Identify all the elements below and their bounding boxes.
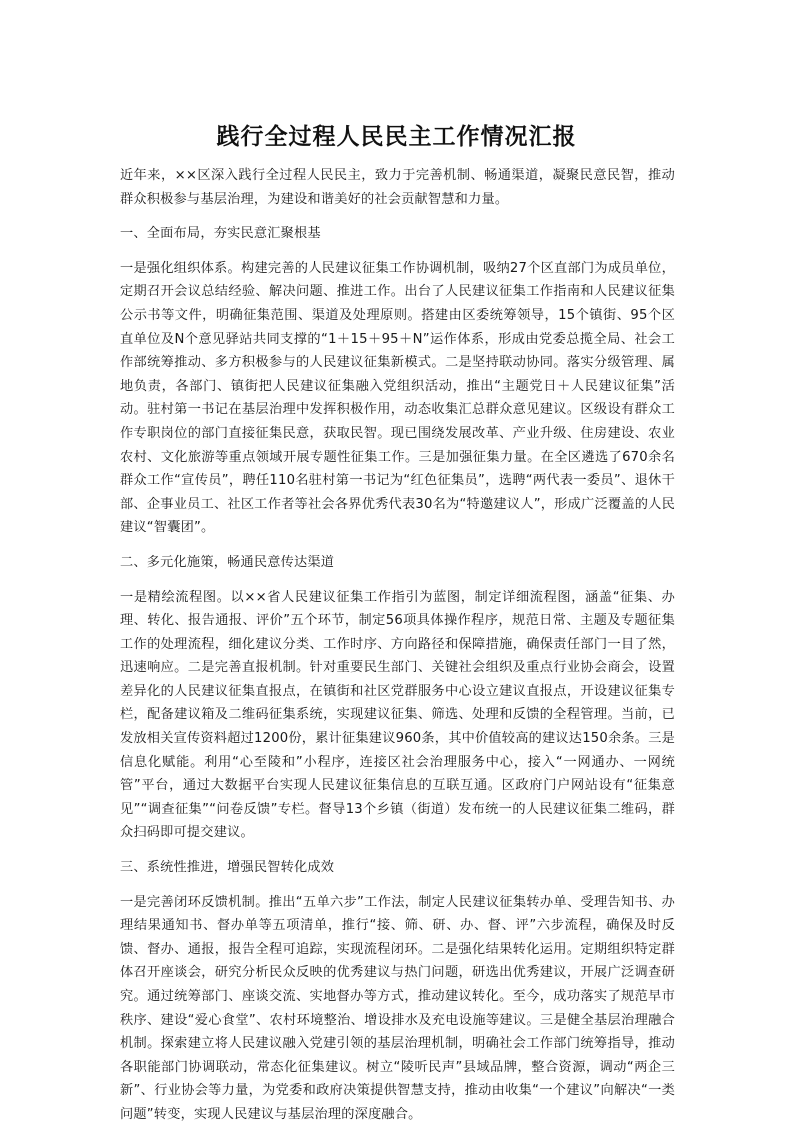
intro-paragraph: 近年来，××区深入践行全过程人民民主，致力于完善机制、畅通渠道，凝聚民意民智，推动群众积极参与基层治理，为建设和谐美好的社会贡献智慧和力量。 [120,168,675,207]
section-paragraph: 一是强化组织体系。构建完善的人民建议征集工作协调机制，吸纳27个区直部门为成员单位，定期召开会议总结经验、解决问题、推进工作。出台了人民建议征集工作指南和人民建议征集公示书等文件，明确征集范围、渠道及处理原则。搭建由区委统筹领导，15个镇街、95个区直单位及N个意见驿站共同支撑的“1＋15＋95＋N”运作体系，形成由党委总揽全局、社会工作部统筹推动、多方积极参与的人民建议征集新模式。二是坚持联动协同。落实分级管理、属地负责，各部门、镇街把人民建议征集融入党组织活动，推出“主题党日＋人民建议征集”活动。驻村第一书记在基层治理中发挥积极作用，动态收集汇总群众意见建议。区级设有群众工作专职岗位的部门直接征集民意，获取民智。现已围绕发展改革、产业升级、住房建设、农业农村、文化旅游等重点领域开展专题性征集工作。三是加强征集力量。在全区遴选了670余名群众工作“宣传员”，聘任110名驻村第一书记为“红色征集员”，选聘“两代表一委员”、退休干部、企事业员工、社区工作者等社会各界优秀代表30名为“特邀建议人”，形成广泛覆盖的人民建议“智囊团”。 [120,260,675,536]
section-paragraph: 一是完善闭环反馈机制。推出“五单六步”工作法，制定人民建议征集转办单、受理告知书、办理结果通知书、督办单等五项清单，推行“接、筛、研、办、督、评”六步流程，确保及时反馈、督办、通报，报告全程可追踪，实现流程闭环。二是强化结果转化运用。定期组织特定群体召开座谈会，研究分析民众反映的优秀建议与热门问题，研选出优秀建议，开展广泛调查研究。通过统筹部门、座谈交流、实地督办等方式，推动建议转化。至今，成功落实了规范早市秩序、建设“爱心食堂”、农村环境整治、增设排水及充电设施等建议。三是健全基层治理融合机制。探索建立将人民建议融入党建引领的基层治理机制，明确社会工作部门统筹指导，推动各职能部门协调联动，常态化征集建议。树立“陵听民声”县域品牌，整合资源，调动“两企三新”、行业协会等力量，为党委和政府决策提供智慧支持，推动由收集“一个建议”向解决“一类问题”转变，实现人民建议与基层治理的深度融合。 [120,894,675,1122]
section-heading: 一、全面布局，夯实民意汇聚根基 [120,226,321,242]
section-heading: 三、系统性推进，增强民智转化成效 [120,860,335,876]
section-1 [120,222,675,540]
section-heading: 二、多元化施策，畅通民意传达渠道 [120,554,335,570]
document-body [120,164,675,1138]
section-paragraph: 一是精绘流程图。以××省人民建议征集工作指引为蓝图，制定详细流程图，涵盖“征集、办理、转化、报告通报、评价”五个环节，制定56项具体操作程序，规范日常、主题及专题征集工作的处理流程，细化建议分类、工作时序、方向路径和保障措施，确保责任部门一目了然，迅速响应。二是完善直报机制。针对重要民生部门、关键社会组织及重点行业协会商会，设置差异化的人民建议征集直报点，在镇街和社区党群服务中心设立建议直报点，开设建议征集专栏，配备建议箱及二维码征集系统，实现建议征集、筛选、处理和反馈的全程管理。当前，已发放相关宣传资料超过1200份，累计征集建议960条，其中价值较高的建议达150余条。三是信息化赋能。利用“心至陵和”小程序，连接区社会治理服务中心，接入“一网通办、一网统管”平台，通过大数据平台实现人民建议征集信息的互联互通。区政府门户网站设有“征集意见”“调查征集”“问卷反馈”专栏。督导13个乡镇（街道）发布统一的人民建议征集二维码，群众扫码即可提交建议。 [120,589,675,841]
document-title: 践行全过程人民民主工作情况汇报 [216,124,577,150]
section-3 [120,856,675,1127]
section-2 [120,551,675,845]
